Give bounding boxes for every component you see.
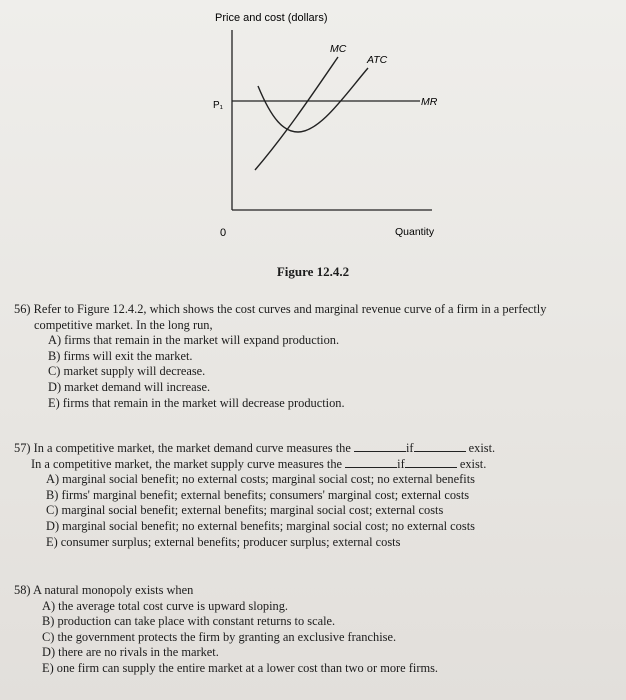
question-56 bbox=[14, 302, 546, 411]
question-58-option-c[interactable]: C) the government protects the firm by granting an exclusive franchise. bbox=[42, 629, 397, 644]
question-57-option-a[interactable]: A) marginal social benefit; no external costs; marginal social cost; no external benefits bbox=[46, 472, 475, 487]
question-58-stem-line-1: 58) A natural monopoly exists when bbox=[14, 583, 194, 597]
question-57 bbox=[14, 441, 495, 550]
question-58-option-b[interactable]: B) production can take place with constant returns to scale. bbox=[42, 614, 336, 629]
mc-curve bbox=[255, 57, 338, 170]
question-58-option-d[interactable]: D) there are no rivals in the market. bbox=[42, 645, 219, 660]
y-axis-label: Price and cost (dollars) bbox=[215, 12, 328, 24]
question-57-option-d[interactable]: D) marginal social benefit; no external benefits; marginal social cost; no external costs bbox=[46, 518, 475, 533]
question-57-stem-line-2: In a competitive market, the market supply curve measures the if exist. bbox=[31, 456, 487, 471]
question-57-option-b[interactable]: B) firms' marginal benefit; external benefits; consumers' marginal cost; external costs bbox=[46, 487, 470, 502]
price-label: P₁ bbox=[213, 100, 224, 111]
answer-blank[interactable] bbox=[405, 457, 457, 468]
figure-12-4-2 bbox=[0, 0, 626, 262]
question-57-option-e[interactable]: E) consumer surplus; external benefits; producer surplus; external costs bbox=[46, 534, 401, 549]
question-57-stem-line-1: 57) In a competitive market, the market demand curve measures the if exist. bbox=[14, 441, 496, 455]
question-56-option-c[interactable]: C) market supply will decrease. bbox=[48, 364, 206, 379]
answer-blank[interactable] bbox=[414, 441, 466, 452]
question-58-option-a[interactable]: A) the average total cost curve is upward sloping. bbox=[42, 598, 289, 613]
answer-blank[interactable] bbox=[345, 457, 397, 468]
atc-curve bbox=[258, 68, 368, 132]
question-56-option-e[interactable]: E) firms that remain in the market will decrease production. bbox=[48, 395, 345, 410]
question-58 bbox=[14, 583, 438, 677]
question-56-number: 56) bbox=[14, 302, 31, 316]
question-57-number: 57) bbox=[14, 441, 31, 455]
question-58-option-e[interactable]: E) one firm can supply the entire market at a lower cost than two or more firms. bbox=[42, 660, 439, 675]
origin-label: 0 bbox=[220, 227, 227, 239]
question-57-option-c[interactable]: C) marginal social benefit; external benefits; marginal social cost; external costs bbox=[46, 503, 444, 518]
question-56-option-a[interactable]: A) firms that remain in the market will expand production. bbox=[48, 333, 340, 348]
mc-label: MC bbox=[330, 43, 347, 55]
figure-caption: Figure 12.4.2 bbox=[276, 264, 350, 279]
question-56-option-b[interactable]: B) firms will exit the market. bbox=[48, 348, 193, 363]
question-56-stem-line-1: 56) Refer to Figure 12.4.2, which shows the cost curves and marginal revenue curve of a firm in a perfectly bbox=[14, 302, 547, 316]
atc-label: ATC bbox=[367, 54, 388, 66]
question-58-number: 58) bbox=[14, 583, 31, 597]
question-56-stem-line-2: competitive market. In the long run, bbox=[34, 317, 213, 332]
x-axis-label: Quantity bbox=[395, 226, 435, 238]
mr-label: MR bbox=[421, 96, 438, 108]
answer-blank[interactable] bbox=[354, 441, 406, 452]
question-56-option-d[interactable]: D) market demand will increase. bbox=[48, 379, 211, 394]
